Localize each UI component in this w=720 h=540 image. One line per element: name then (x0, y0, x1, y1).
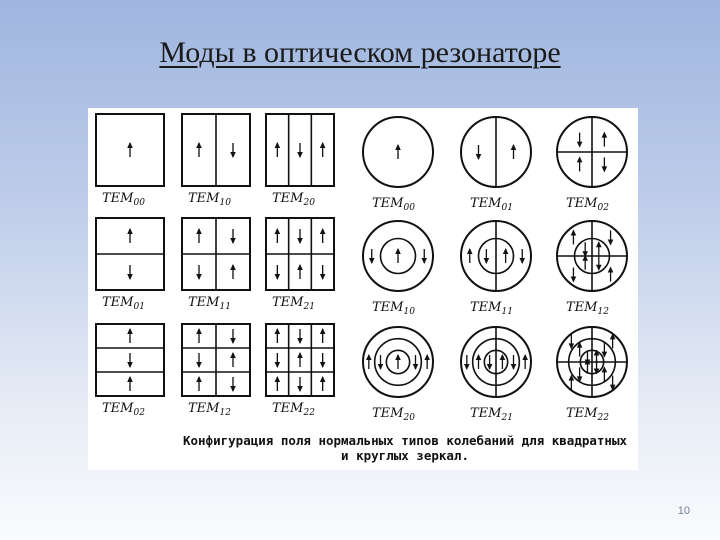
mode-label (372, 300, 415, 317)
mode-patterns (88, 108, 638, 470)
mode-label-index: 21 (303, 302, 315, 312)
arrow-down-icon (297, 377, 303, 392)
arrow-up-icon (395, 248, 401, 263)
circular-mode-20 (363, 327, 433, 423)
arrow-down-icon (487, 355, 493, 370)
arrow-down-icon (275, 265, 281, 280)
arrow-up-icon (467, 248, 473, 263)
mode-label (188, 295, 231, 312)
mode-label-name: TEM (102, 191, 134, 206)
mode-label-index: 22 (597, 413, 609, 423)
arrow-up-icon (320, 142, 326, 157)
mode-label (188, 191, 231, 208)
page-number: 10 (677, 505, 690, 517)
circular-mode-11 (461, 221, 531, 317)
circular-mode-02 (557, 117, 627, 213)
mode-label (372, 406, 415, 423)
arrow-down-icon (320, 265, 326, 280)
arrow-up-icon (196, 376, 202, 391)
mode-figure (88, 108, 638, 470)
arrow-down-icon (196, 265, 202, 280)
arrow-up-icon (196, 142, 202, 157)
circular-mode-10 (363, 221, 433, 317)
mode-label (566, 406, 609, 423)
mode-label-name: TEM (188, 191, 220, 206)
circular-mode-01 (461, 117, 531, 213)
mode-label-name: TEM (470, 406, 502, 421)
mode-label-name: TEM (372, 300, 404, 315)
mode-label-index: 10 (219, 198, 231, 208)
arrow-down-icon (230, 329, 236, 344)
mode-label-index: 02 (597, 203, 609, 213)
arrow-down-icon (297, 229, 303, 244)
mode-label (470, 196, 513, 213)
mode-label-name: TEM (372, 406, 404, 421)
arrow-down-icon (230, 229, 236, 244)
arrow-down-icon (476, 145, 482, 160)
square-mode-10 (182, 114, 250, 208)
arrow-down-icon (577, 133, 583, 148)
arrow-down-icon (196, 353, 202, 368)
arrow-down-icon (608, 230, 614, 245)
arrow-up-icon (275, 228, 281, 243)
mode-label-name: TEM (566, 406, 598, 421)
arrow-up-icon (320, 228, 326, 243)
mode-label (272, 401, 315, 418)
arrow-down-icon (484, 249, 490, 264)
arrow-up-icon (127, 142, 133, 157)
arrow-up-icon (230, 352, 236, 367)
square-mode-00 (96, 114, 164, 208)
arrow-down-icon (230, 377, 236, 392)
mode-label-name: TEM (566, 196, 598, 211)
mode-label-name: TEM (102, 401, 134, 416)
arrow-up-icon (571, 229, 577, 244)
square-mode-22 (266, 324, 334, 418)
arrow-down-icon (582, 242, 588, 257)
mode-label-name: TEM (188, 401, 220, 416)
arrow-up-icon (596, 241, 602, 256)
square-mode-21 (266, 218, 334, 312)
mode-label (272, 295, 315, 312)
arrow-down-icon (519, 249, 525, 264)
arrow-up-icon (395, 144, 401, 159)
mode-label-name: TEM (470, 196, 502, 211)
mode-label-index: 00 (133, 198, 145, 208)
arrow-down-icon (596, 256, 602, 271)
mode-label-name: TEM (102, 295, 134, 310)
mode-label-index: 01 (501, 203, 513, 213)
mode-label (272, 191, 315, 208)
mode-label-index: 00 (403, 203, 415, 213)
mode-label-name: TEM (272, 401, 304, 416)
arrow-down-icon (571, 268, 577, 283)
arrow-down-icon (127, 265, 133, 280)
mode-label-name: TEM (272, 191, 304, 206)
square-mode-01 (96, 218, 164, 312)
mode-label (566, 196, 609, 213)
circular-mode-21 (461, 327, 531, 423)
arrow-up-icon (320, 328, 326, 343)
circular-mode-00 (363, 117, 433, 213)
arrow-down-icon (511, 355, 517, 370)
mode-label-index: 20 (303, 198, 315, 208)
square-mode-12 (182, 324, 250, 418)
arrow-up-icon (395, 354, 401, 369)
arrow-up-icon (577, 156, 583, 171)
square-mode-20 (266, 114, 334, 208)
arrow-down-icon (127, 353, 133, 368)
arrow-down-icon (320, 353, 326, 368)
mode-label-index: 11 (501, 307, 513, 317)
circular-mode-12 (557, 221, 627, 317)
arrow-up-icon (230, 264, 236, 279)
mode-label-name: TEM (188, 295, 220, 310)
mode-label (102, 191, 145, 208)
square-mode-02 (96, 324, 164, 418)
figure-caption: Конфигурация поля нормальных типов колебаний для квадратных и круглых зеркал. (182, 433, 627, 463)
mode-label-index: 22 (303, 408, 315, 418)
mode-label (102, 401, 145, 418)
arrow-down-icon (464, 355, 470, 370)
arrow-down-icon (275, 353, 281, 368)
arrow-down-icon (230, 143, 236, 158)
arrow-down-icon (369, 249, 375, 264)
arrow-up-icon (522, 354, 528, 369)
arrow-up-icon (275, 328, 281, 343)
mode-label (188, 401, 231, 418)
arrow-down-icon (413, 355, 419, 370)
arrow-up-icon (476, 354, 482, 369)
arrow-up-icon (275, 142, 281, 157)
arrow-up-icon (320, 376, 326, 391)
mode-label-name: TEM (272, 295, 304, 310)
mode-label-index: 21 (501, 413, 513, 423)
arrow-up-icon (608, 267, 614, 282)
arrow-up-icon (500, 354, 506, 369)
arrow-down-icon (297, 143, 303, 158)
square-mode-11 (182, 218, 250, 312)
circular-mode-22 (557, 327, 627, 423)
mode-label (470, 300, 513, 317)
arrow-up-icon (511, 144, 517, 159)
mode-label (372, 196, 415, 213)
arrow-up-icon (602, 132, 608, 147)
arrow-down-icon (602, 157, 608, 172)
arrow-up-icon (275, 376, 281, 391)
arrow-down-icon (297, 329, 303, 344)
mode-label-index: 11 (219, 302, 231, 312)
mode-label-index: 02 (133, 408, 145, 418)
mode-label-index: 01 (133, 302, 145, 312)
mode-label (102, 295, 145, 312)
arrow-up-icon (127, 376, 133, 391)
arrow-up-icon (297, 352, 303, 367)
arrow-down-icon (421, 249, 427, 264)
arrow-up-icon (503, 248, 509, 263)
arrow-up-icon (127, 328, 133, 343)
arrow-up-icon (196, 228, 202, 243)
mode-label-index: 10 (403, 307, 415, 317)
mode-label (470, 406, 513, 423)
slide-title: Моды в оптическом резонаторе (159, 36, 561, 69)
mode-label-index: 20 (403, 413, 415, 423)
mode-label-index: 12 (597, 307, 609, 317)
arrow-up-icon (297, 264, 303, 279)
arrow-down-icon (378, 355, 384, 370)
mode-label-name: TEM (470, 300, 502, 315)
arrow-up-icon (196, 328, 202, 343)
arrow-up-icon (424, 354, 430, 369)
mode-label (566, 300, 609, 317)
arrow-up-icon (366, 354, 372, 369)
mode-label-index: 12 (219, 408, 231, 418)
mode-label-name: TEM (566, 300, 598, 315)
mode-label-name: TEM (372, 196, 404, 211)
arrow-up-icon (127, 228, 133, 243)
